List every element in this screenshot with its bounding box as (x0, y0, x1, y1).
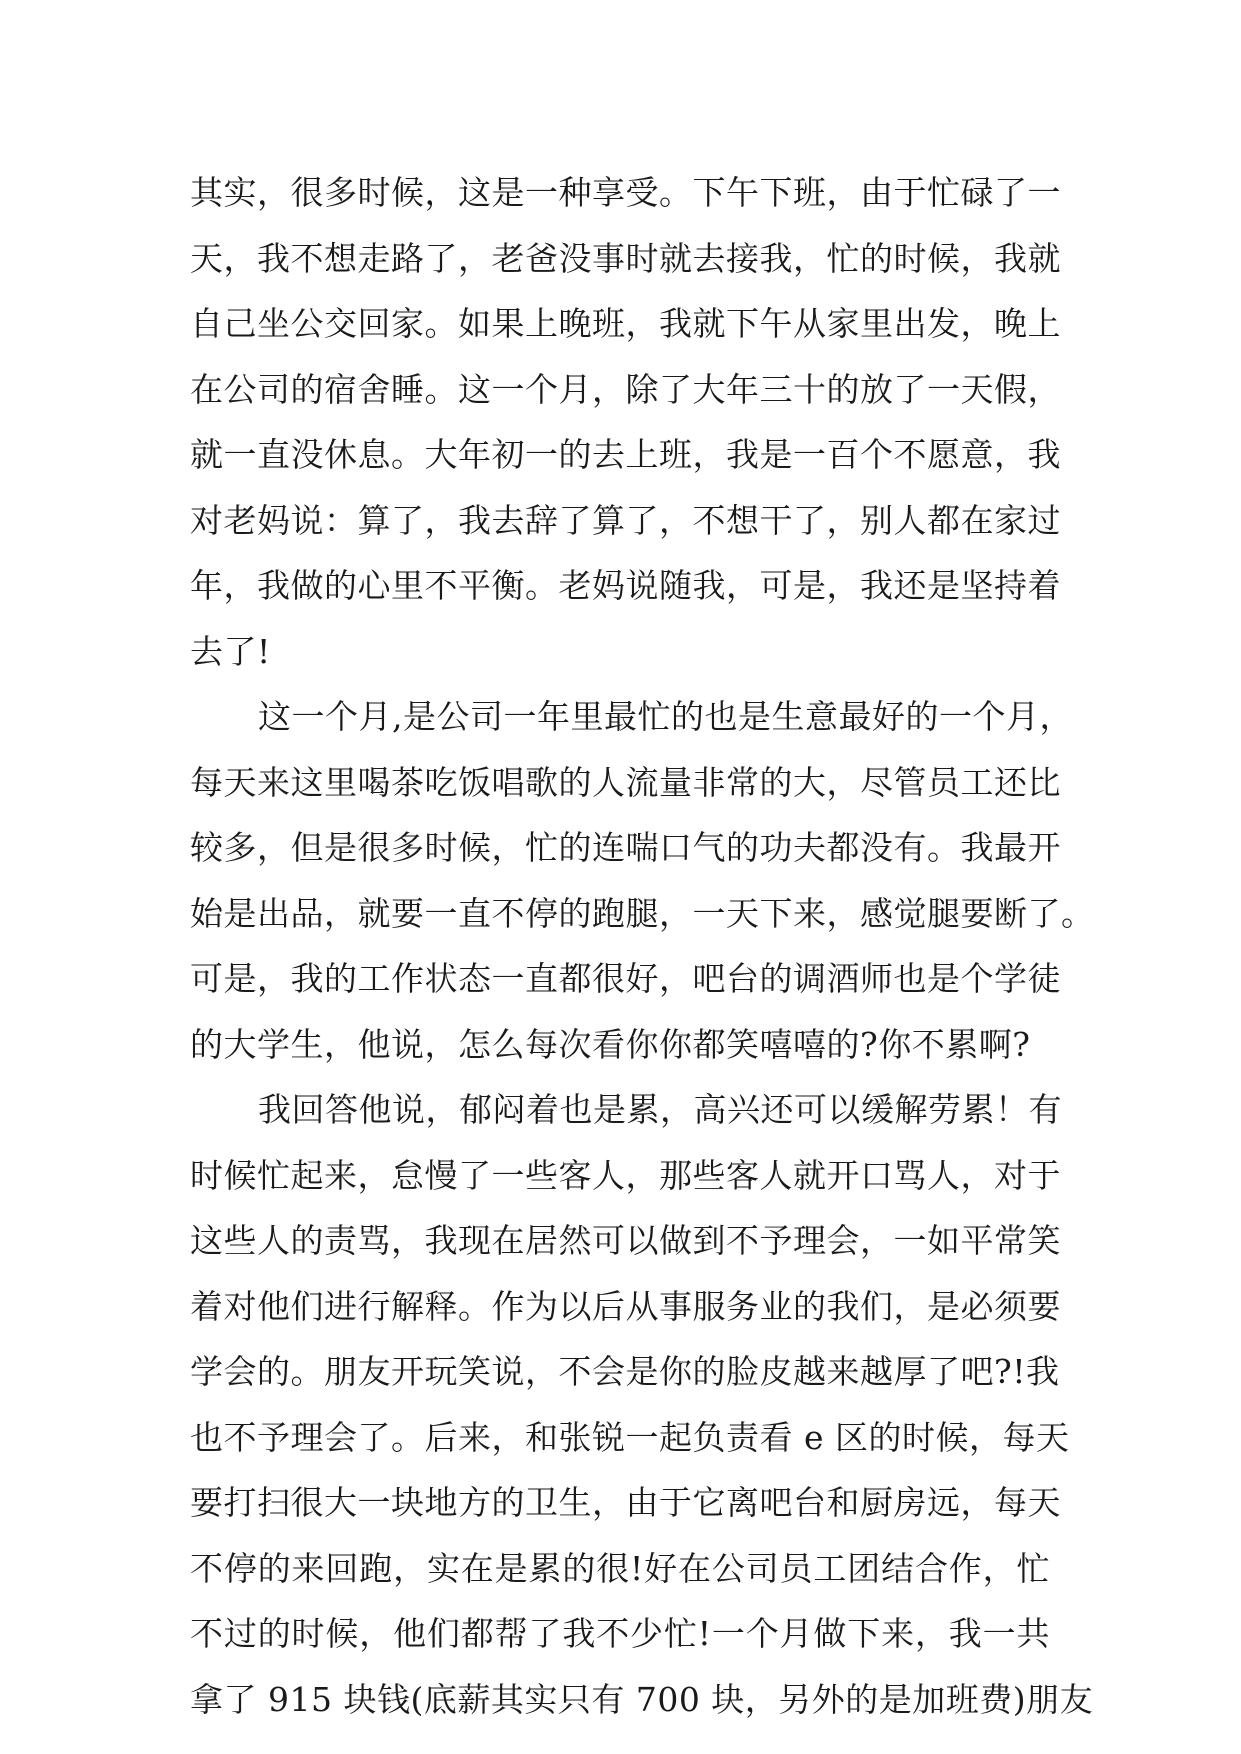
text-line: 拿了 915 块钱(底薪其实只有 700 块，另外的是加班费)朋友 (190, 1679, 1094, 1719)
text-line: 这一个月,是公司一年里最忙的也是生意最好的一个月， (258, 697, 1073, 736)
text-line: 始是出品，就要一直不停的跑腿，一天下来，感觉腿要断了。 (190, 893, 1095, 933)
text-line: 就一直没休息。大年初一的去上班，我是一百个不愿意，我 (190, 435, 1061, 474)
text-line: 不停的来回跑，实在是累的很!好在公司员工团结合作，忙 (190, 1548, 1050, 1588)
text-line: 对老妈说：算了，我去辞了算了，不想干了，别人都在家过 (190, 500, 1061, 540)
text-line: 可是，我的工作状态一直都很好，吧台的调酒师也是个学徒 (190, 959, 1061, 998)
text-line: 要打扫很大一块地方的卫生，由于它离吧台和厨房远，每天 (190, 1483, 1061, 1522)
text-line: 的大学生，他说，怎么每次看你你都笑嘻嘻的?你不累啊? (190, 1024, 1031, 1064)
text-line: 每天来这里喝茶吃饭唱歌的人流量非常的大，尽管员工还比 (190, 762, 1061, 802)
text-line: 这些人的责骂，我现在居然可以做到不予理会，一如平常笑 (190, 1221, 1061, 1260)
text-line: 较多，但是很多时候，忙的连喘口气的功夫都没有。我最开 (190, 828, 1061, 867)
text-line: 其实，很多时候，这是一种享受。下午下班，由于忙碌了一 (190, 173, 1061, 212)
text-line: 也不予理会了。后来，和张锐一起负责看 e 区的时候，每天 (190, 1417, 1070, 1457)
text-line: 天，我不想走路了，老爸没事时就去接我，忙的时候，我就 (190, 238, 1061, 278)
text-line: 自己坐公交回家。如果上晚班，我就下午从家里出发，晚上 (190, 304, 1061, 343)
text-line: 时候忙起来，怠慢了一些客人，那些客人就开口骂人，对于 (190, 1155, 1061, 1195)
body-text (190, 160, 1095, 1732)
text-line: 不过的时候，他们都帮了我不少忙!一个月做下来，我一共 (190, 1614, 1050, 1653)
text-line: 着对他们进行解释。作为以后从事服务业的我们，是必须要 (190, 1286, 1061, 1326)
text-line: 年，我做的心里不平衡。老妈说随我，可是，我还是坚持着 (190, 566, 1061, 605)
text-line: 在公司的宿舍睡。这一个月，除了大年三十的放了一天假， (190, 369, 1061, 409)
text-line: 我回答他说，郁闷着也是累，高兴还可以缓解劳累！有 (258, 1090, 1062, 1129)
text-line: 去了! (190, 631, 271, 671)
text-line: 学会的。朋友开玩笑说，不会是你的脸皮越来越厚了吧?!我 (190, 1352, 1060, 1391)
